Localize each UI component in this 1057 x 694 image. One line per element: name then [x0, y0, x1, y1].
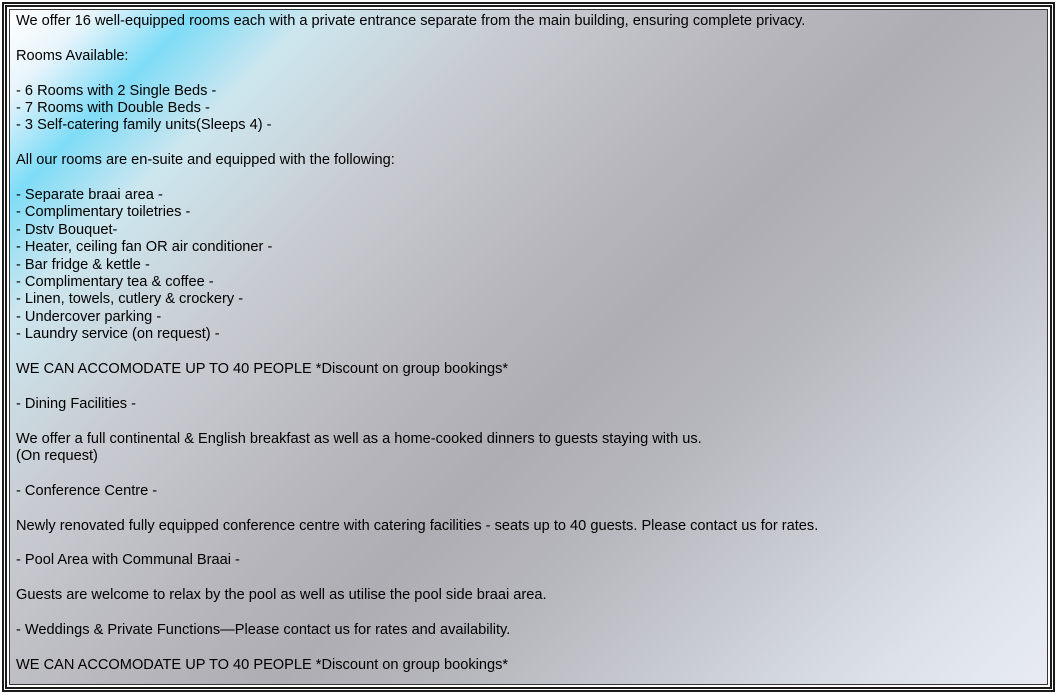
amenity-item: - Linen, towels, cutlery & crockery - — [16, 291, 244, 308]
accommodation-text — [16, 13, 1041, 674]
room-item: - 6 Rooms with 2 Single Beds - — [16, 82, 217, 99]
amenity-item: - Undercover parking - — [16, 308, 162, 325]
spacer — [16, 65, 1041, 82]
rooms-heading: Rooms Available: — [16, 47, 129, 64]
amenity-item: - Separate braai area - — [16, 187, 163, 203]
capacity-notice: WE CAN ACCOMODATE UP TO 40 PEOPLE *Discount on group bookings* — [16, 361, 509, 378]
amenity-item: - Laundry service (on request) - — [16, 326, 220, 343]
amenity-item: - Dstv Bouquet- — [16, 221, 118, 238]
spacer — [16, 378, 1041, 395]
room-item: - 3 Self-catering family units(Sleeps 4) - — [16, 117, 272, 134]
spacer — [16, 170, 1041, 187]
spacer — [16, 413, 1041, 430]
weddings-text: - Weddings & Private Functions—Please contact us for rates and availability. — [16, 622, 511, 639]
amenity-item: - Heater, ceiling fan OR air conditioner - — [16, 239, 273, 256]
pool-text: Guests are welcome to relax by the pool as well as utilise the pool side braai area. — [16, 587, 547, 604]
dining-note: (On request) — [16, 448, 98, 465]
gradient-panel — [9, 9, 1048, 685]
spacer — [16, 465, 1041, 482]
spacer — [16, 605, 1041, 622]
amenity-item: - Bar fridge & kettle - — [16, 256, 150, 273]
spacer — [16, 30, 1041, 47]
pool-heading: - Pool Area with Communal Braai - — [16, 552, 240, 569]
spacer — [16, 535, 1041, 552]
spacer — [16, 500, 1041, 517]
content-frame — [2, 2, 1055, 692]
amenities-heading: All our rooms are en-suite and equipped with the following: — [16, 152, 395, 169]
spacer — [16, 344, 1041, 361]
amenity-item: - Complimentary tea & coffee - — [16, 274, 214, 291]
capacity-notice-footer: WE CAN ACCOMODATE UP TO 40 PEOPLE *Discount on group bookings* — [16, 656, 509, 673]
dining-text: We offer a full continental & English breakfast as well as a home-cooked dinners to guests staying with us. — [16, 430, 702, 447]
room-item: - 7 Rooms with Double Beds - — [16, 100, 210, 116]
spacer — [16, 639, 1041, 656]
conference-text: Newly renovated fully equipped conference centre with catering facilities - seats up to 40 guests. Please contact us for rates. — [16, 517, 819, 534]
conference-heading: - Conference Centre - — [16, 482, 158, 499]
spacer — [16, 135, 1041, 152]
spacer — [16, 570, 1041, 587]
intro-text: We offer 16 well-equipped rooms each with a private entrance separate from the main building, ensuring complete privacy. — [16, 13, 806, 29]
dining-heading: - Dining Facilities - — [16, 395, 137, 412]
amenity-item: - Complimentary toiletries - — [16, 204, 191, 221]
